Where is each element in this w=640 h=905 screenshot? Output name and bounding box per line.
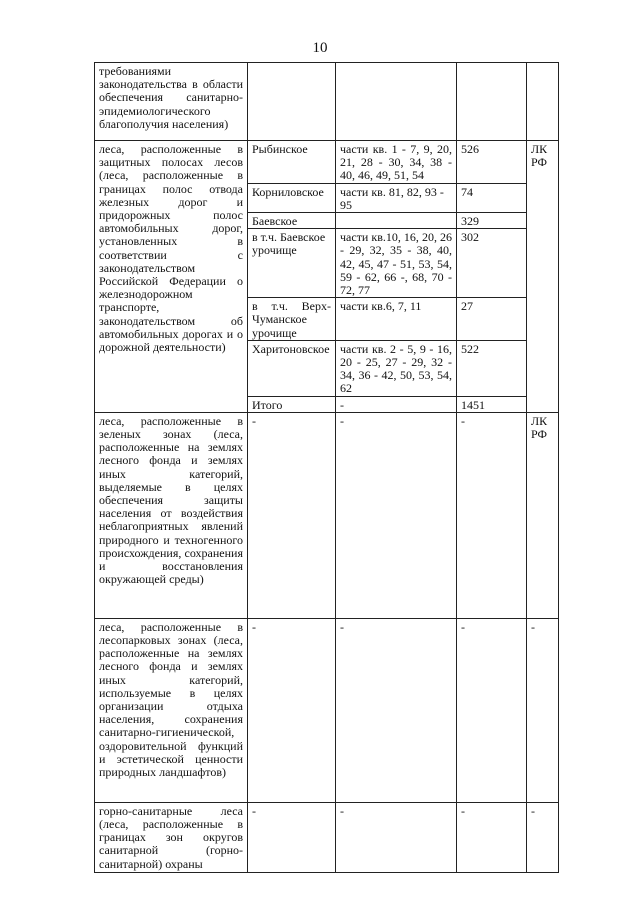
category-cell: леса, расположенные в зеленых зонах (леса, расположенные на землях лесного фонда и землях иных категорий, выделяемые в целях обеспечения защиты населения от воздействия неблагоприятных явлений природного и техногенного происхождения, сохранения и восстановления окружающей среды)	[95, 412, 248, 618]
legal-basis-cell: ЛК РФ	[527, 412, 559, 618]
quarters-cell: части кв.10, 16, 20, 26 - 29, 32, 35 - 38, 40, 42, 45, 47 - 51, 53, 54, 59 - 62, 66 -, 68, 70 - 72, 77	[336, 229, 457, 298]
area-cell: -	[457, 618, 527, 802]
quarters-cell: -	[336, 618, 457, 802]
legal-basis-cell: -	[527, 618, 559, 802]
forestry-cell: -	[248, 618, 336, 802]
total-area-cell: 1451	[457, 396, 527, 412]
table-row	[95, 412, 559, 618]
legal-basis-cell	[527, 63, 559, 141]
quarters-cell: части кв. 1 - 7, 9, 20, 21, 28 - 30, 34, 38 - 40, 46, 49, 51, 54	[336, 141, 457, 184]
table-row	[95, 802, 559, 872]
legal-basis-cell: -	[527, 802, 559, 872]
forest-categories-table	[94, 62, 559, 873]
legal-basis-cell: ЛК РФ	[527, 141, 559, 413]
area-cell: 302	[457, 229, 527, 298]
quarters-cell: части кв.6, 7, 11	[336, 298, 457, 341]
quarters-cell: -	[336, 412, 457, 618]
area-cell: -	[457, 802, 527, 872]
forestry-cell	[248, 63, 336, 141]
forestry-cell: -	[248, 412, 336, 618]
area-cell: 526	[457, 141, 527, 184]
page-number: 10	[312, 40, 328, 56]
forestry-cell: Баевское	[248, 213, 336, 229]
quarters-cell: части кв. 2 - 5, 9 - 16, 20 - 25, 27 - 29, 32 - 34, 36 - 42, 50, 53, 54, 62	[336, 340, 457, 396]
forestry-cell: в т.ч. Верх-Чуманское урочище	[248, 298, 336, 341]
table-row	[95, 63, 559, 141]
area-cell: 522	[457, 340, 527, 396]
forestry-cell: Харитоновское	[248, 340, 336, 396]
category-cell: леса, расположенные в лесопарковых зонах (леса, расположенные на землях лесного фонда и землях иных категорий, используемые в целях организации отдыха населения, сохранения санитарно-гигиенической, оздоровительной функций и эстетической ценности природных ландшафтов)	[95, 618, 248, 802]
quarters-cell: части кв. 81, 82, 93 - 95	[336, 183, 457, 212]
area-cell: 27	[457, 298, 527, 341]
category-cell: леса, расположенные в защитных полосах лесов (леса, расположенные в границах полос отвода железных дорог и придорожных полос автомобильных дорог, установленных в соответствии с законодательством Российской Федерации о железнодорожном транспорте, законодательством об автомобильных дорогах и о дорожной деятельности)	[95, 141, 248, 413]
forestry-cell: в т.ч. Баевское урочище	[248, 229, 336, 298]
quarters-cell	[336, 63, 457, 141]
table-row	[95, 141, 559, 184]
forestry-cell: Рыбинское	[248, 141, 336, 184]
quarters-cell: -	[336, 396, 457, 412]
area-cell: -	[457, 412, 527, 618]
area-cell: 74	[457, 183, 527, 212]
total-label-cell: Итого	[248, 396, 336, 412]
quarters-cell: -	[336, 802, 457, 872]
area-cell	[457, 63, 527, 141]
forestry-cell: Корниловское	[248, 183, 336, 212]
table-row	[95, 618, 559, 802]
area-cell: 329	[457, 213, 527, 229]
forestry-cell: -	[248, 802, 336, 872]
category-cell: горно-санитарные леса (леса, расположенные в границах зон округов санитарной (горно-санитарной) охраны	[95, 802, 248, 872]
category-cell: требованиями законодательства в области обеспечения санитарно-эпидемиологического благополучия населения)	[95, 63, 248, 141]
quarters-cell	[336, 213, 457, 229]
